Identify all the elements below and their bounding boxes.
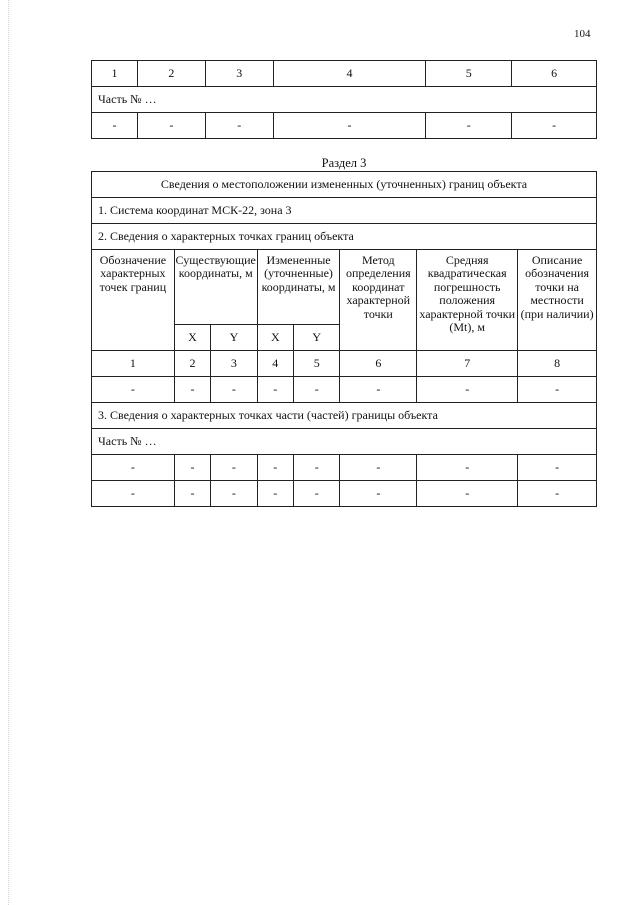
column-number: 2 [174,351,210,377]
table-cell: - [518,455,597,481]
section-title: Раздел 3 [321,156,367,170]
table-header-row [92,61,597,87]
table-cell: - [257,455,293,481]
part-points-heading-row [92,403,597,429]
header-x: X [174,325,210,351]
table-cell: - [257,481,293,507]
coordinate-system: 1. Система координат МСК-22, зона 3 [92,198,597,224]
column-number-row [92,351,597,377]
part-points-heading: 3. Сведения о характерных точках части (частей) границы объекта [92,403,597,429]
table-cell: - [417,377,518,403]
table-cell: - [257,377,293,403]
table-cell: - [174,377,210,403]
table-cell: - [417,481,518,507]
table-row [92,377,597,403]
table-cell: - [340,481,417,507]
header-method: Метод определения координат характерной точки [340,250,417,351]
column-number: 1 [92,351,175,377]
section3-table [91,171,597,507]
header-y: Y [293,325,339,351]
points-info-row [92,224,597,250]
column-number: 1 [92,61,138,87]
column-number: 7 [417,351,518,377]
previous-section-table [91,60,597,139]
section-heading: Сведения о местоположении измененных (уточненных) границ объекта [92,172,597,198]
column-number: 6 [340,351,417,377]
table-cell: - [293,481,339,507]
column-number: 4 [273,61,426,87]
table-cell: - [174,481,210,507]
section-heading-row [92,172,597,198]
table-cell: - [211,455,257,481]
table-cell: - [417,455,518,481]
table-cell: - [512,113,597,139]
table-cell: - [92,455,175,481]
column-number: 3 [205,61,273,87]
header-description: Описание обозначения точки на местности (при наличии) [518,250,597,351]
points-info-heading: 2. Сведения о характерных точках границ объекта [92,224,597,250]
header-changed-coordinates: Измененные (уточненные) координаты, м [257,250,340,325]
column-number: 4 [257,351,293,377]
header-x: X [257,325,293,351]
table-cell: - [340,377,417,403]
table-cell: - [174,455,210,481]
table-row [92,481,597,507]
table-cell: - [92,377,175,403]
header-y: Y [211,325,257,351]
header-designation: Обозначение характерных точек границ [92,250,175,351]
table-cell: - [273,113,426,139]
page-number: 104 [574,28,591,40]
column-number: 8 [518,351,597,377]
table-cell: - [205,113,273,139]
table-cell: - [518,481,597,507]
table-cell: - [340,455,417,481]
column-number: 5 [426,61,512,87]
table-cell: - [293,455,339,481]
column-number: 6 [512,61,597,87]
column-header-row [92,250,597,325]
table-row [92,113,597,139]
table-row [92,455,597,481]
table-cell: - [211,481,257,507]
header-mean-error: Средняя квадратическая погрешность положения характерной точки (Mt), м [417,250,518,351]
table-cell: - [426,113,512,139]
column-number: 3 [211,351,257,377]
header-existing-coordinates: Существующие координаты, м [174,250,257,325]
coordinate-system-row [92,198,597,224]
column-number: 5 [293,351,339,377]
column-number: 2 [137,61,205,87]
table-cell: - [92,481,175,507]
table-cell: - [137,113,205,139]
table-cell: - [211,377,257,403]
table-cell: - [92,113,138,139]
part-label: Часть № … [92,429,597,455]
table-cell: - [518,377,597,403]
part-row [92,87,597,113]
part-label: Часть № … [92,87,597,113]
table-cell: - [293,377,339,403]
scan-edge [8,0,10,905]
part-row [92,429,597,455]
